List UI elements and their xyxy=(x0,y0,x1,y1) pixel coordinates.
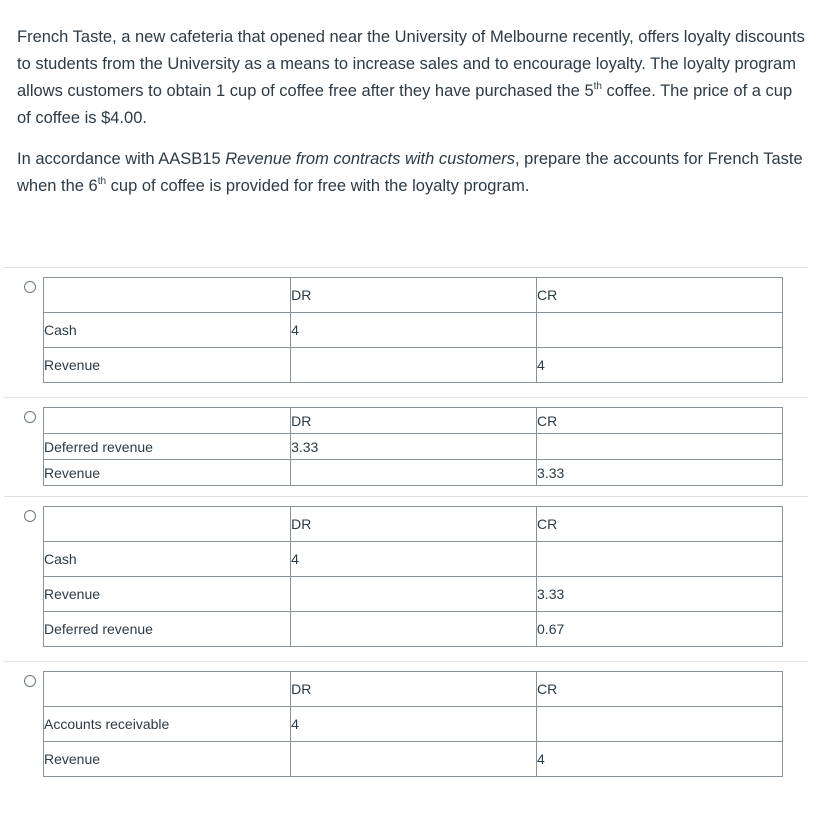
account-name: Deferred revenue xyxy=(44,434,291,460)
option-2-journal-table xyxy=(43,407,783,486)
dr-amount xyxy=(291,348,537,383)
account-name: Deferred revenue xyxy=(44,612,291,647)
table-cell xyxy=(44,507,291,542)
table-row xyxy=(44,313,783,348)
cr-header: CR xyxy=(537,408,783,434)
option-1-radio[interactable] xyxy=(24,281,36,293)
dr-amount xyxy=(291,577,537,612)
table-row xyxy=(44,707,783,742)
table-row xyxy=(44,612,783,647)
option-3-journal-table xyxy=(43,506,783,647)
cr-amount: 4 xyxy=(537,742,783,777)
cr-header: CR xyxy=(537,672,783,707)
table-row xyxy=(44,577,783,612)
dr-amount: 4 xyxy=(291,542,537,577)
table-cell xyxy=(44,672,291,707)
option-divider xyxy=(4,661,808,662)
option-divider xyxy=(4,397,808,398)
cr-amount: 4 xyxy=(537,348,783,383)
table-row xyxy=(44,348,783,383)
cr-amount: 3.33 xyxy=(537,577,783,612)
option-2-radio[interactable] xyxy=(24,411,36,423)
account-name: Revenue xyxy=(44,742,291,777)
question-paragraph-2: In accordance with AASB15 Revenue from contracts with customers, prepare the accounts for French Taste when the 6th cup of coffee is provided for free with the loyalty program. xyxy=(17,150,803,195)
option-4-journal-table xyxy=(43,671,783,777)
cr-header: CR xyxy=(537,278,783,313)
dr-amount: 4 xyxy=(291,313,537,348)
question-text xyxy=(17,24,809,214)
cr-header: CR xyxy=(537,507,783,542)
dr-header: DR xyxy=(291,507,537,542)
dr-amount xyxy=(291,460,537,486)
account-name: Cash xyxy=(44,313,291,348)
option-divider xyxy=(4,267,808,268)
table-cell xyxy=(44,408,291,434)
dr-amount xyxy=(291,742,537,777)
cr-amount: 0.67 xyxy=(537,612,783,647)
dr-amount: 4 xyxy=(291,707,537,742)
table-row xyxy=(44,542,783,577)
question-paragraph-1: French Taste, a new cafeteria that opened near the University of Melbourne recently, offers loyalty discounts to students from the University as a means to increase sales and to encourage loyalty. The loyalty program allows customers to obtain 1 cup of coffee free after they have purchased the 5th coffee. The price of a cup of coffee is $4.00. xyxy=(17,28,805,127)
table-row xyxy=(44,434,783,460)
account-name: Revenue xyxy=(44,460,291,486)
dr-header: DR xyxy=(291,408,537,434)
dr-amount: 3.33 xyxy=(291,434,537,460)
option-divider xyxy=(4,496,808,497)
dr-amount xyxy=(291,612,537,647)
cr-amount xyxy=(537,434,783,460)
account-name: Accounts receivable xyxy=(44,707,291,742)
cr-amount xyxy=(537,542,783,577)
account-name: Revenue xyxy=(44,577,291,612)
table-row xyxy=(44,460,783,486)
account-name: Revenue xyxy=(44,348,291,383)
cr-amount: 3.33 xyxy=(537,460,783,486)
option-1-journal-table xyxy=(43,277,783,383)
dr-header: DR xyxy=(291,278,537,313)
table-cell xyxy=(44,278,291,313)
table-header-row xyxy=(44,672,783,707)
cr-amount xyxy=(537,707,783,742)
table-row xyxy=(44,742,783,777)
option-4-radio[interactable] xyxy=(24,675,36,687)
account-name: Cash xyxy=(44,542,291,577)
table-header-row xyxy=(44,507,783,542)
dr-header: DR xyxy=(291,672,537,707)
table-header-row xyxy=(44,408,783,434)
option-3-radio[interactable] xyxy=(24,510,36,522)
table-header-row xyxy=(44,278,783,313)
cr-amount xyxy=(537,313,783,348)
